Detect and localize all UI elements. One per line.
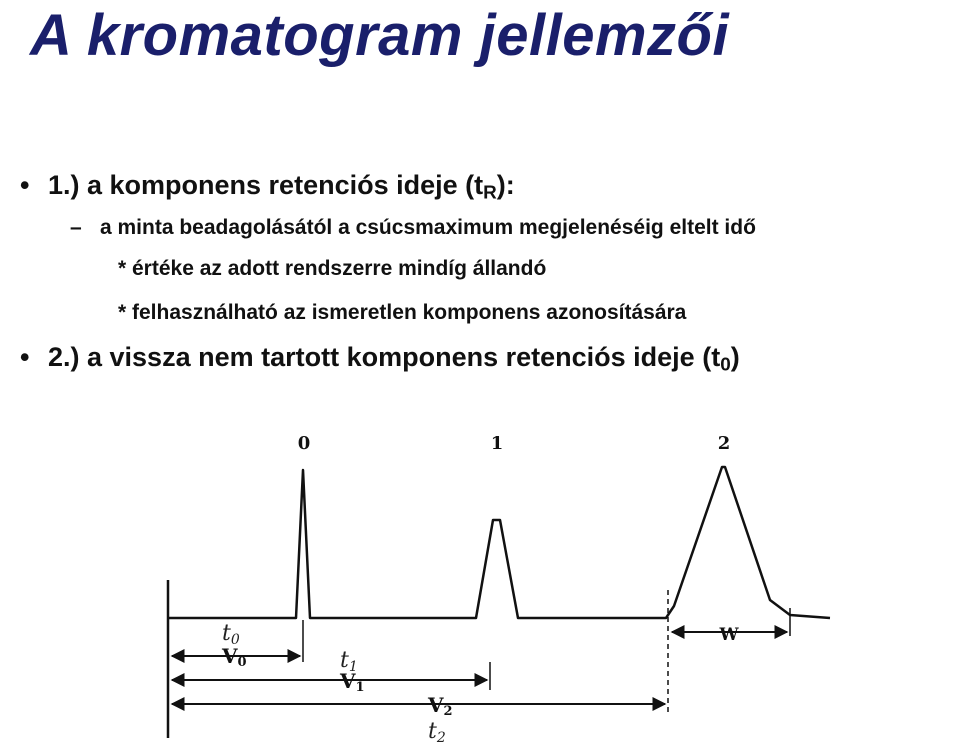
dash-marker: – — [70, 216, 82, 239]
peak-label-0: 0 — [297, 433, 311, 454]
bullet-dot: • — [20, 342, 30, 372]
t0-label: t0 — [222, 621, 240, 648]
slide-title: A kromatogram jellemzői — [30, 3, 730, 68]
dash-item-text: a minta beadagolásától a csúcsmaximum megjelenéséig eltelt idő — [100, 216, 756, 239]
width-label: W — [719, 625, 739, 645]
bullet-2-suffix: ) — [730, 342, 740, 372]
v1-label: V1 — [340, 669, 365, 695]
peak-label-2: 2 — [717, 433, 731, 454]
bullet-1-text: 1.) a komponens retenciós ideje (t — [48, 170, 484, 200]
bullet-1-sub: R — [483, 182, 497, 204]
v0-label: V0 — [222, 644, 247, 670]
star-item-constant: * értéke az adott rendszerre mindíg állandó — [118, 257, 547, 280]
bullet-2-text: 2.) a vissza nem tartott komponens retenciós ideje (t — [48, 342, 721, 372]
t1-label: t1 — [340, 648, 358, 675]
chromatogram-trace — [168, 467, 830, 618]
star-item-identification: * felhasználható az ismeretlen komponens azonosítására — [118, 301, 687, 324]
t2-label: t2 — [428, 719, 446, 746]
bullet-dot: • — [20, 170, 30, 200]
bullet-2-sub: 0 — [720, 354, 731, 376]
bullet-1-suffix: ): — [496, 170, 515, 200]
peak-label-1: 1 — [490, 433, 504, 454]
v2-label: V2 — [428, 693, 453, 719]
